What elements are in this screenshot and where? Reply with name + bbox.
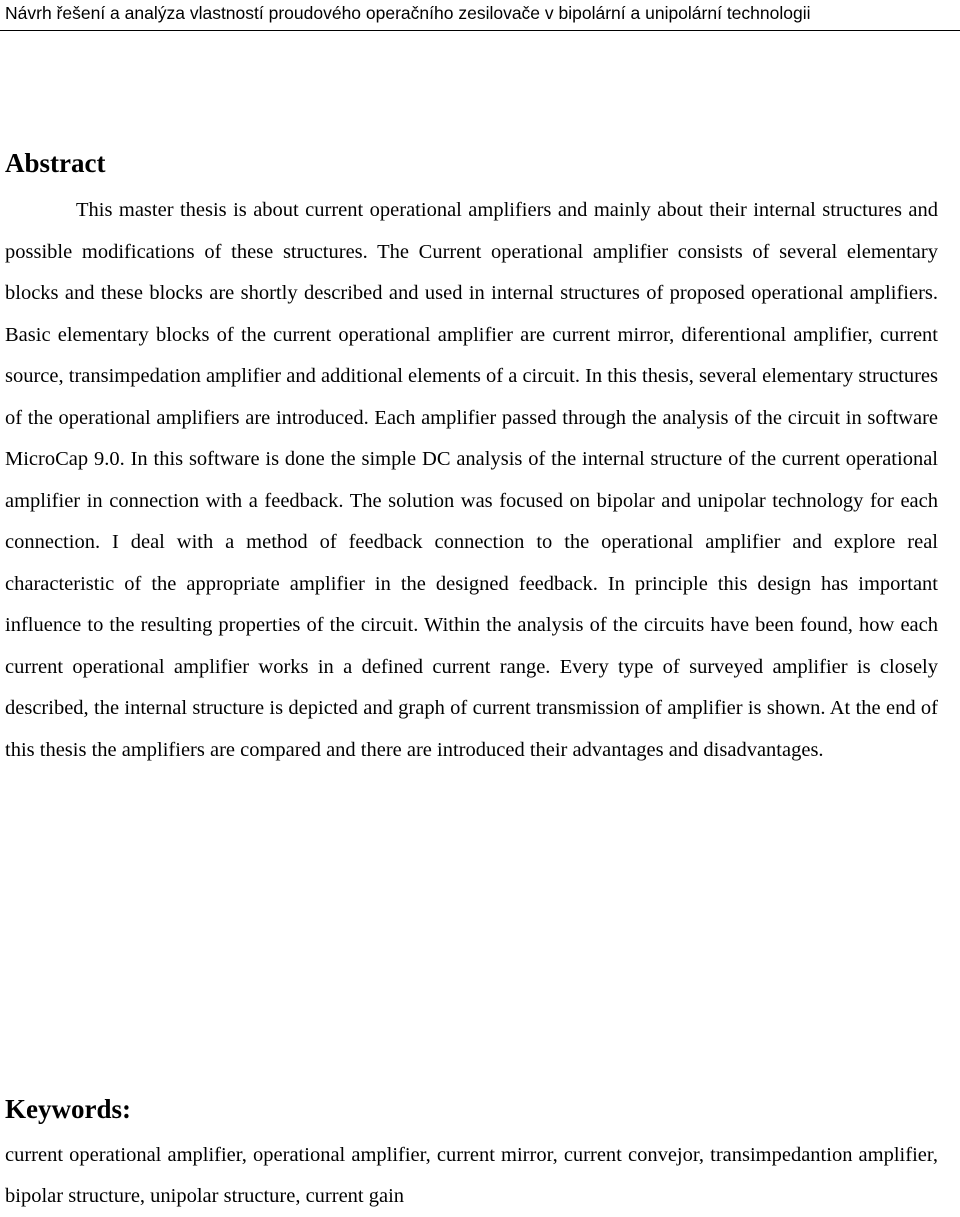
keywords-heading-title: Keywords	[5, 1094, 122, 1124]
keywords-heading	[5, 1092, 131, 1126]
header-rule	[0, 30, 960, 31]
abstract-heading: Abstract	[5, 148, 106, 178]
running-header: Návrh řešení a analýza vlastností proudového operačního zesilovače v bipolární a unipolární technologii	[5, 3, 811, 23]
keywords-heading-colon: :	[122, 1094, 131, 1124]
abstract-paragraph: This master thesis is about current operational amplifiers and mainly about their internal structures and possible modifications of these structures. The Current operational amplifier consists of several elementary blocks and these blocks are shortly described and used in internal structures of proposed operational amplifiers. Basic elementary blocks of the current operational amplifier are current mirror, diferentional amplifier, current source, transimpedation amplifier and additional elements of a circuit. In this thesis, several elementary structures of the operational amplifiers are introduced. Each amplifier passed through the analysis of the circuit in software MicroCap 9.0. In this software is done the simple DC analysis of the internal structure of the current operational amplifier in connection with a feedback. The solution was focused on bipolar and unipolar technology for each connection. I deal with a method of feedback connection to the operational amplifier and explore real characteristic of the appropriate amplifier in the designed feedback. In principle this design has important influence to the resulting properties of the circuit. Within the analysis of the circuits have been found, how each current operational amplifier works in a defined current range. Every type of surveyed amplifier is closely described, the internal structure is depicted and graph of current transmission of amplifier is shown. At the end of this thesis the amplifiers are compared and there are introduced their advantages and disadvantages.	[5, 199, 939, 761]
keywords-list: current operational amplifier, operational amplifier, current mirror, current convejor, transimpedantion amplifier, bipolar structure, unipolar structure, current gain	[5, 1144, 938, 1207]
